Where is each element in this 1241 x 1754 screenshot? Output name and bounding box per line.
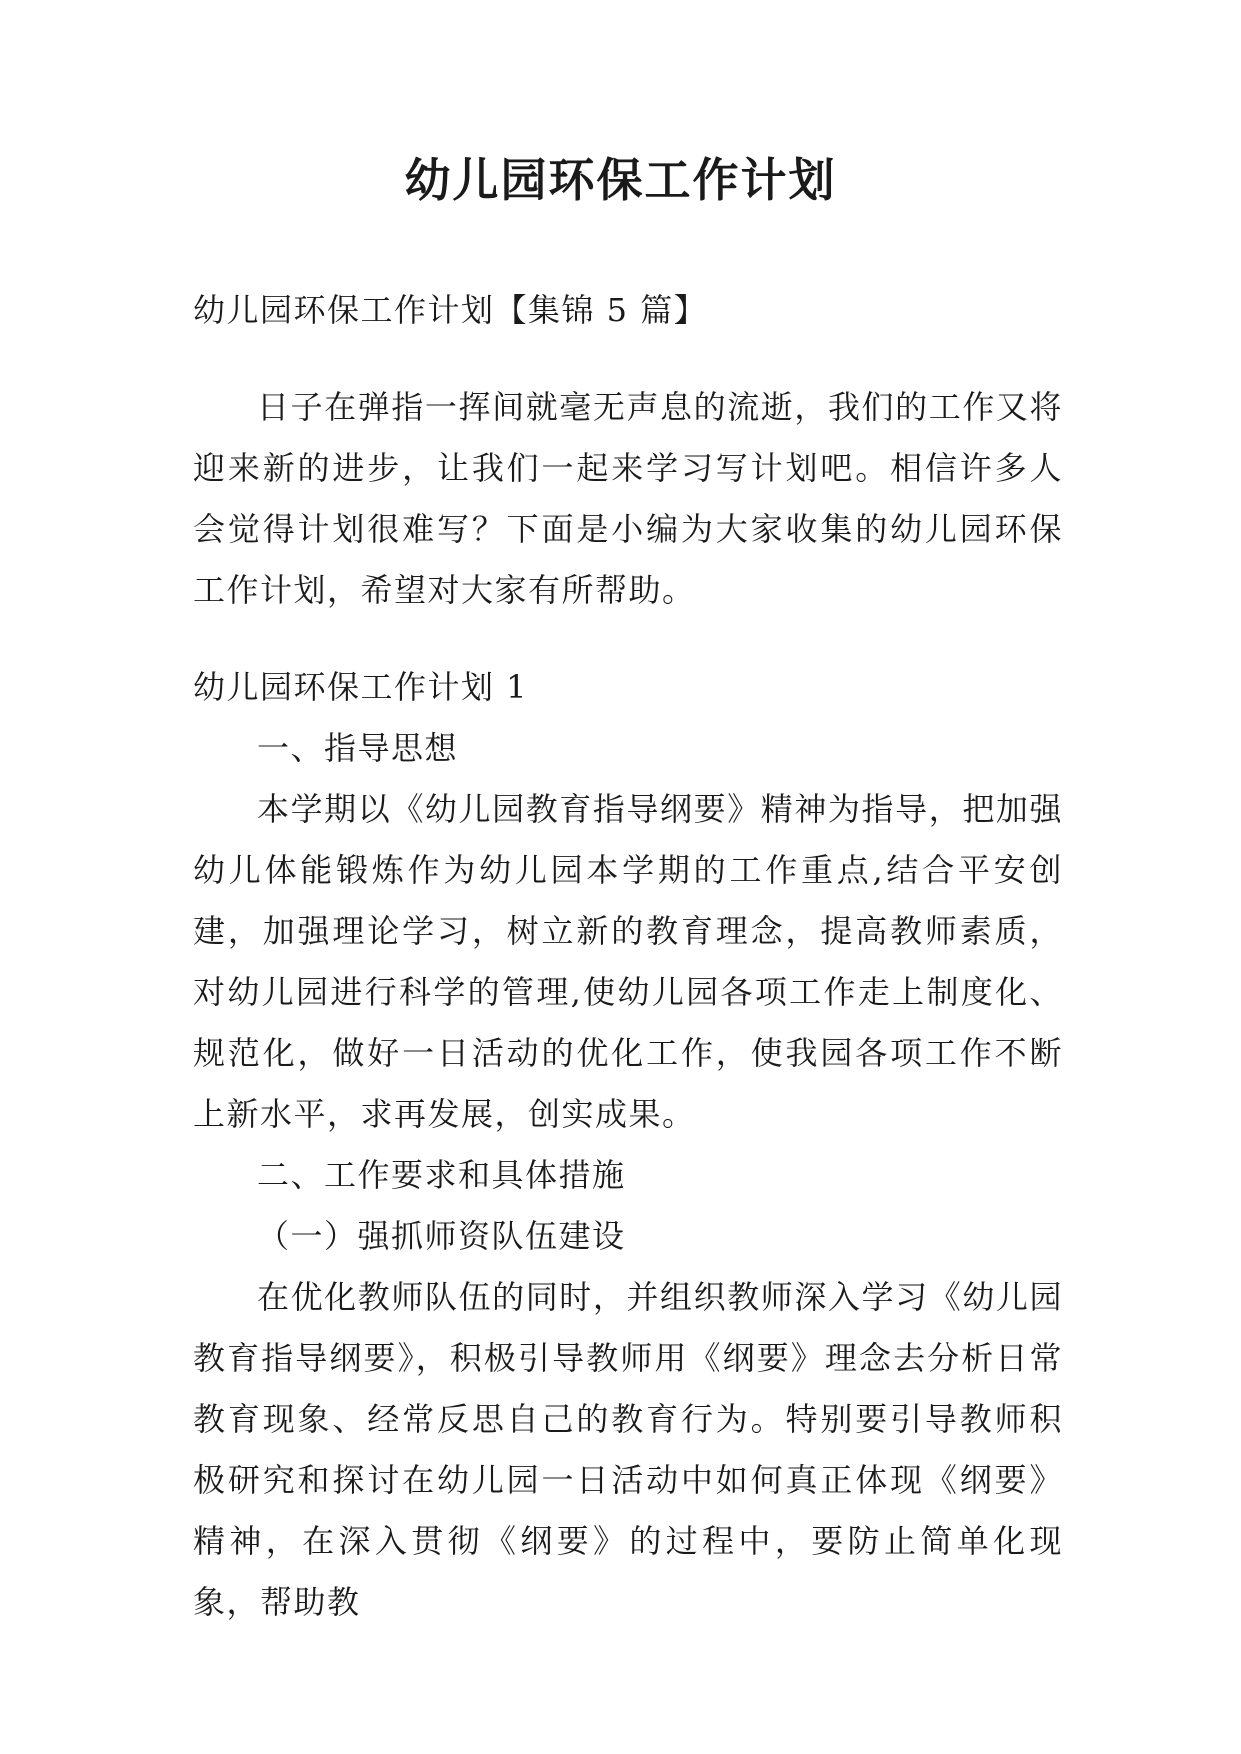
subsection-heading-teacher-team: （一）强抓师资队伍建设: [257, 1217, 626, 1255]
section-heading-work-requirements: 二、工作要求和具体措施: [257, 1156, 626, 1194]
section-heading-guiding-ideology: 一、指导思想: [257, 729, 459, 767]
paragraph-guiding-ideology: 本学期以《幼儿园教育指导纲要》精神为指导，把加强幼儿体能锻炼作为幼儿园本学期的工作重点,结合平安创建，加强理论学习，树立新的教育理念，提高教师素质，对幼儿园进行科学的管理,使幼儿园各项工作走上制度化、规范化，做好一日活动的优化工作，使我园各项工作不断上新水平，求再发展，创实成果。: [193, 790, 1063, 1133]
plan-heading: 幼儿园环保工作计划 1: [193, 668, 529, 706]
document-title: 幼儿园环保工作计划: [404, 153, 837, 207]
document-subtitle: 幼儿园环保工作计划【集锦 5 篇】: [193, 291, 708, 329]
document-body: [193, 280, 1063, 1633]
paragraph-teacher-team: 在优化教师队伍的同时，并组织教师深入学习《幼儿园教育指导纲要》，积极引导教师用《纲要》理念去分析日常教育现象、经常反思自己的教育行为。特别要引导教师积极研究和探讨在幼儿园一日活动中如何真正体现《纲要》精神，在深入贯彻《纲要》的过程中，要防止简单化现象，帮助教: [193, 1278, 1063, 1621]
intro-paragraph: 日子在弹指一挥间就毫无声息的流逝，我们的工作又将迎来新的进步，让我们一起来学习写计划吧。相信许多人会觉得计划很难写？下面是小编为大家收集的幼儿园环保工作计划，希望对大家有所帮助。: [193, 388, 1063, 609]
